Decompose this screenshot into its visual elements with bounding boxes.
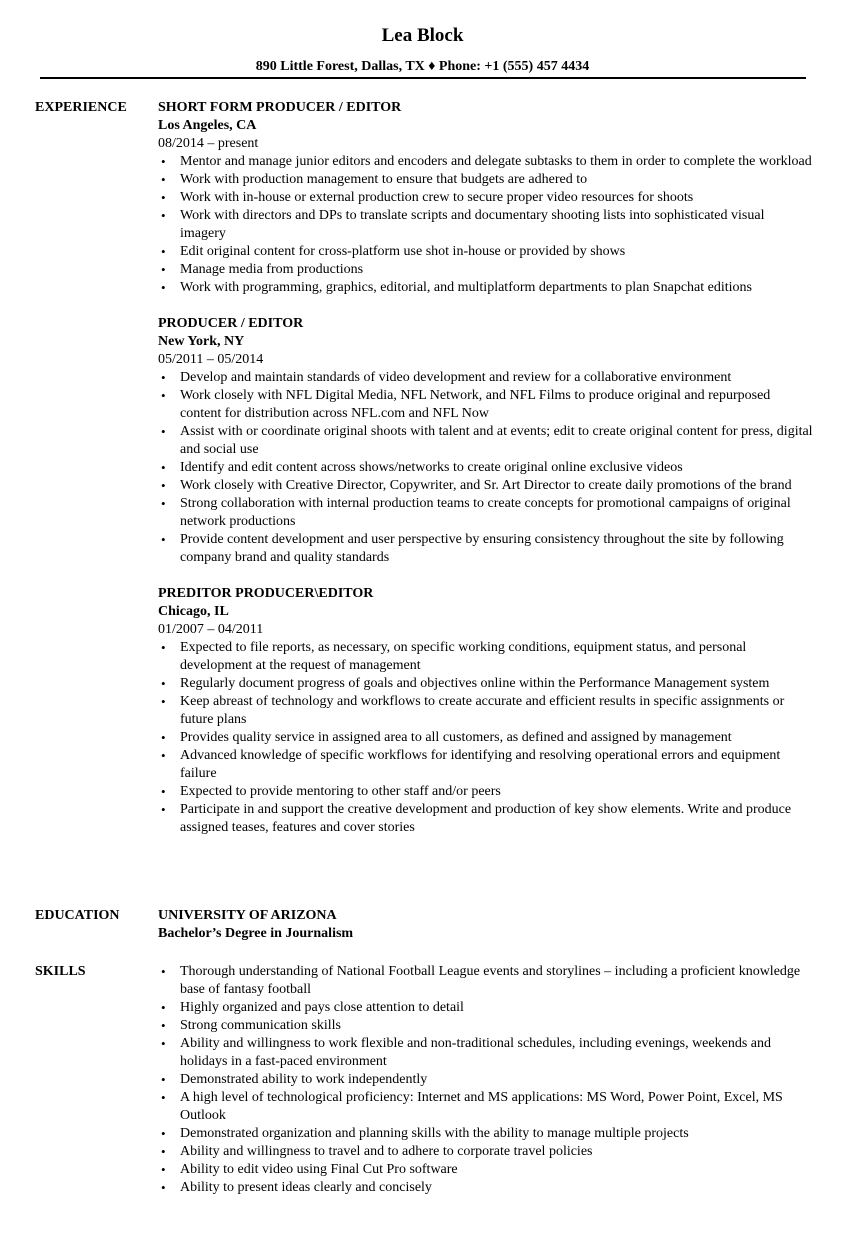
job-bullets xyxy=(158,639,813,837)
bullet-icon: • xyxy=(161,424,166,439)
skill-item xyxy=(158,999,813,1017)
bullet-item xyxy=(158,801,813,837)
bullet-item xyxy=(158,189,813,207)
bullet-item xyxy=(158,261,813,279)
job-dates: 05/2011 – 05/2014 xyxy=(158,352,264,367)
bullet-item xyxy=(158,279,813,297)
job-location: Chicago, IL xyxy=(158,604,229,619)
bullet-icon: • xyxy=(161,694,166,709)
bullet-item xyxy=(158,531,813,567)
bullet-text: Participate in and support the creative development and production of key show elements. Write and produce assigned teases, features and cover stories xyxy=(180,802,792,835)
bullet-text: Strong collaboration with internal production teams to create concepts for promotional campaigns of original network productions xyxy=(180,496,791,529)
skill-text: Strong communication skills xyxy=(180,1018,341,1033)
bullet-item xyxy=(158,459,813,477)
skill-text: Ability to edit video using Final Cut Pro software xyxy=(180,1162,458,1177)
bullet-text: Work with production management to ensure that budgets are adhered to xyxy=(180,172,588,187)
job-title: SHORT FORM PRODUCER / EDITOR xyxy=(158,100,402,115)
bullet-text: Develop and maintain standards of video development and review for a collaborative environment xyxy=(180,370,732,385)
bullet-item xyxy=(158,747,813,783)
bullet-text: Work closely with Creative Director, Copywriter, and Sr. Art Director to create daily promotions of the brand xyxy=(180,478,792,493)
job-dates: 01/2007 – 04/2011 xyxy=(158,622,264,637)
bullet-item xyxy=(158,423,813,459)
bullet-text: Manage media from productions xyxy=(180,262,364,277)
skill-text: Ability and willingness to travel and to adhere to corporate travel policies xyxy=(180,1144,593,1159)
bullet-icon: • xyxy=(161,280,166,295)
job-title: PRODUCER / EDITOR xyxy=(158,316,304,331)
bullet-icon: • xyxy=(161,262,166,277)
bullet-icon: • xyxy=(161,172,166,187)
header-divider xyxy=(40,77,806,79)
bullet-icon: • xyxy=(161,154,166,169)
job-bullets xyxy=(158,153,813,297)
skill-text: Highly organized and pays close attention to detail xyxy=(180,1000,464,1015)
skill-text: Ability and willingness to work flexible and non-traditional schedules, including evenings, weekends and holidays in a fast-paced environment xyxy=(180,1036,771,1069)
bullet-icon: • xyxy=(161,388,166,403)
bullet-text: Work closely with NFL Digital Media, NFL Network, and NFL Films to produce original and repurposed content for distribution across NFL.com and NFL Now xyxy=(180,388,771,421)
experience-body xyxy=(158,99,813,855)
bullet-item xyxy=(158,783,813,801)
bullet-icon: • xyxy=(161,1018,166,1033)
degree-name: Bachelor’s Degree in Journalism xyxy=(158,926,354,941)
bullet-text: Work with directors and DPs to translate scripts and documentary shooting lists into sophisticated visual imagery xyxy=(180,208,765,241)
bullet-icon: • xyxy=(161,784,166,799)
bullet-icon: • xyxy=(161,802,166,817)
candidate-name: Lea Block xyxy=(381,25,464,46)
skill-text: Thorough understanding of National Football League events and storylines – including a proficient knowledge base of fantasy football xyxy=(180,964,801,997)
bullet-item xyxy=(158,477,813,495)
bullet-text: Work with in-house or external production crew to secure proper video resources for shoots xyxy=(180,190,694,205)
skills-list xyxy=(158,963,813,1197)
skill-item xyxy=(158,1179,813,1197)
bullet-item xyxy=(158,693,813,729)
bullet-icon: • xyxy=(161,1000,166,1015)
bullet-icon: • xyxy=(161,640,166,655)
skill-item xyxy=(158,1089,813,1125)
bullet-icon: • xyxy=(161,1144,166,1159)
bullet-item xyxy=(158,369,813,387)
skill-text: Ability to present ideas clearly and concisely xyxy=(180,1180,432,1195)
skills-body xyxy=(158,963,813,1197)
bullet-item xyxy=(158,207,813,243)
bullet-icon: • xyxy=(161,964,166,979)
bullet-icon: • xyxy=(161,244,166,259)
bullet-item xyxy=(158,171,813,189)
skill-item xyxy=(158,1035,813,1071)
bullet-icon: • xyxy=(161,1072,166,1087)
bullet-text: Expected to file reports, as necessary, on specific working conditions, equipment status, and personal development at the request of management xyxy=(180,640,747,673)
bullet-item xyxy=(158,243,813,261)
bullet-icon: • xyxy=(161,460,166,475)
bullet-icon: • xyxy=(161,1126,166,1141)
skill-item xyxy=(158,1161,813,1179)
bullet-text: Provides quality service in assigned area to all customers, as defined and assigned by management xyxy=(180,730,732,745)
section-label-education: EDUCATION xyxy=(35,908,120,923)
contact-line: 890 Little Forest, Dallas, TX ♦ Phone: +1 (555) 457 4434 xyxy=(255,59,590,74)
bullet-item xyxy=(158,639,813,675)
bullet-icon: • xyxy=(161,478,166,493)
job-dates: 08/2014 – present xyxy=(158,136,259,151)
skill-item xyxy=(158,1017,813,1035)
bullet-text: Expected to provide mentoring to other staff and/or peers xyxy=(180,784,501,799)
skill-item xyxy=(158,1125,813,1143)
job-entry xyxy=(158,585,813,837)
job-location: Los Angeles, CA xyxy=(158,118,257,133)
skill-item xyxy=(158,963,813,999)
education-body xyxy=(158,907,813,943)
bullet-icon: • xyxy=(161,676,166,691)
bullet-text: Advanced knowledge of specific workflows for identifying and resolving operational errors and equipment failure xyxy=(180,748,781,781)
bullet-text: Edit original content for cross-platform use shot in-house or provided by shows xyxy=(180,244,626,259)
bullet-item xyxy=(158,153,813,171)
job-bullets xyxy=(158,369,813,567)
skill-item xyxy=(158,1071,813,1089)
bullet-icon: • xyxy=(161,496,166,511)
bullet-item xyxy=(158,387,813,423)
skill-text: Demonstrated organization and planning skills with the ability to manage multiple projects xyxy=(180,1126,689,1141)
job-entry xyxy=(158,99,813,297)
section-label-skills: SKILLS xyxy=(35,964,86,979)
job-title: PREDITOR PRODUCER\EDITOR xyxy=(158,586,374,601)
skill-text: Demonstrated ability to work independently xyxy=(180,1072,428,1087)
bullet-item xyxy=(158,495,813,531)
school-name: UNIVERSITY OF ARIZONA xyxy=(158,908,337,923)
bullet-icon: • xyxy=(161,190,166,205)
section-label-experience: EXPERIENCE xyxy=(35,100,127,115)
bullet-icon: • xyxy=(161,1162,166,1177)
job-entry xyxy=(158,315,813,567)
skill-item xyxy=(158,1143,813,1161)
bullet-icon: • xyxy=(161,730,166,745)
bullet-text: Mentor and manage junior editors and encoders and delegate subtasks to them in order to complete the workload xyxy=(180,154,812,169)
bullet-icon: • xyxy=(161,208,166,223)
bullet-text: Regularly document progress of goals and objectives online within the Performance Management system xyxy=(180,676,770,691)
bullet-text: Work with programming, graphics, editorial, and multiplatform departments to plan Snapchat editions xyxy=(180,280,752,295)
bullet-icon: • xyxy=(161,370,166,385)
bullet-icon: • xyxy=(161,532,166,547)
bullet-text: Identify and edit content across shows/networks to create original online exclusive videos xyxy=(180,460,683,475)
bullet-item xyxy=(158,675,813,693)
job-location: New York, NY xyxy=(158,334,245,349)
skill-text: A high level of technological proficiency: Internet and MS applications: MS Word, Power Point, Excel, MS Outlook xyxy=(180,1090,783,1123)
bullet-icon: • xyxy=(161,1180,166,1195)
bullet-text: Keep abreast of technology and workflows to create accurate and efficient results in specific assignments or future plans xyxy=(180,694,785,727)
bullet-text: Provide content development and user perspective by ensuring consistency throughout the site by following company brand and quality standards xyxy=(180,532,784,565)
bullet-icon: • xyxy=(161,1090,166,1105)
bullet-icon: • xyxy=(161,748,166,763)
bullet-text: Assist with or coordinate original shoots with talent and at events; edit to create original content for press, digital and social use xyxy=(180,424,813,457)
bullet-icon: • xyxy=(161,1036,166,1051)
bullet-item xyxy=(158,729,813,747)
